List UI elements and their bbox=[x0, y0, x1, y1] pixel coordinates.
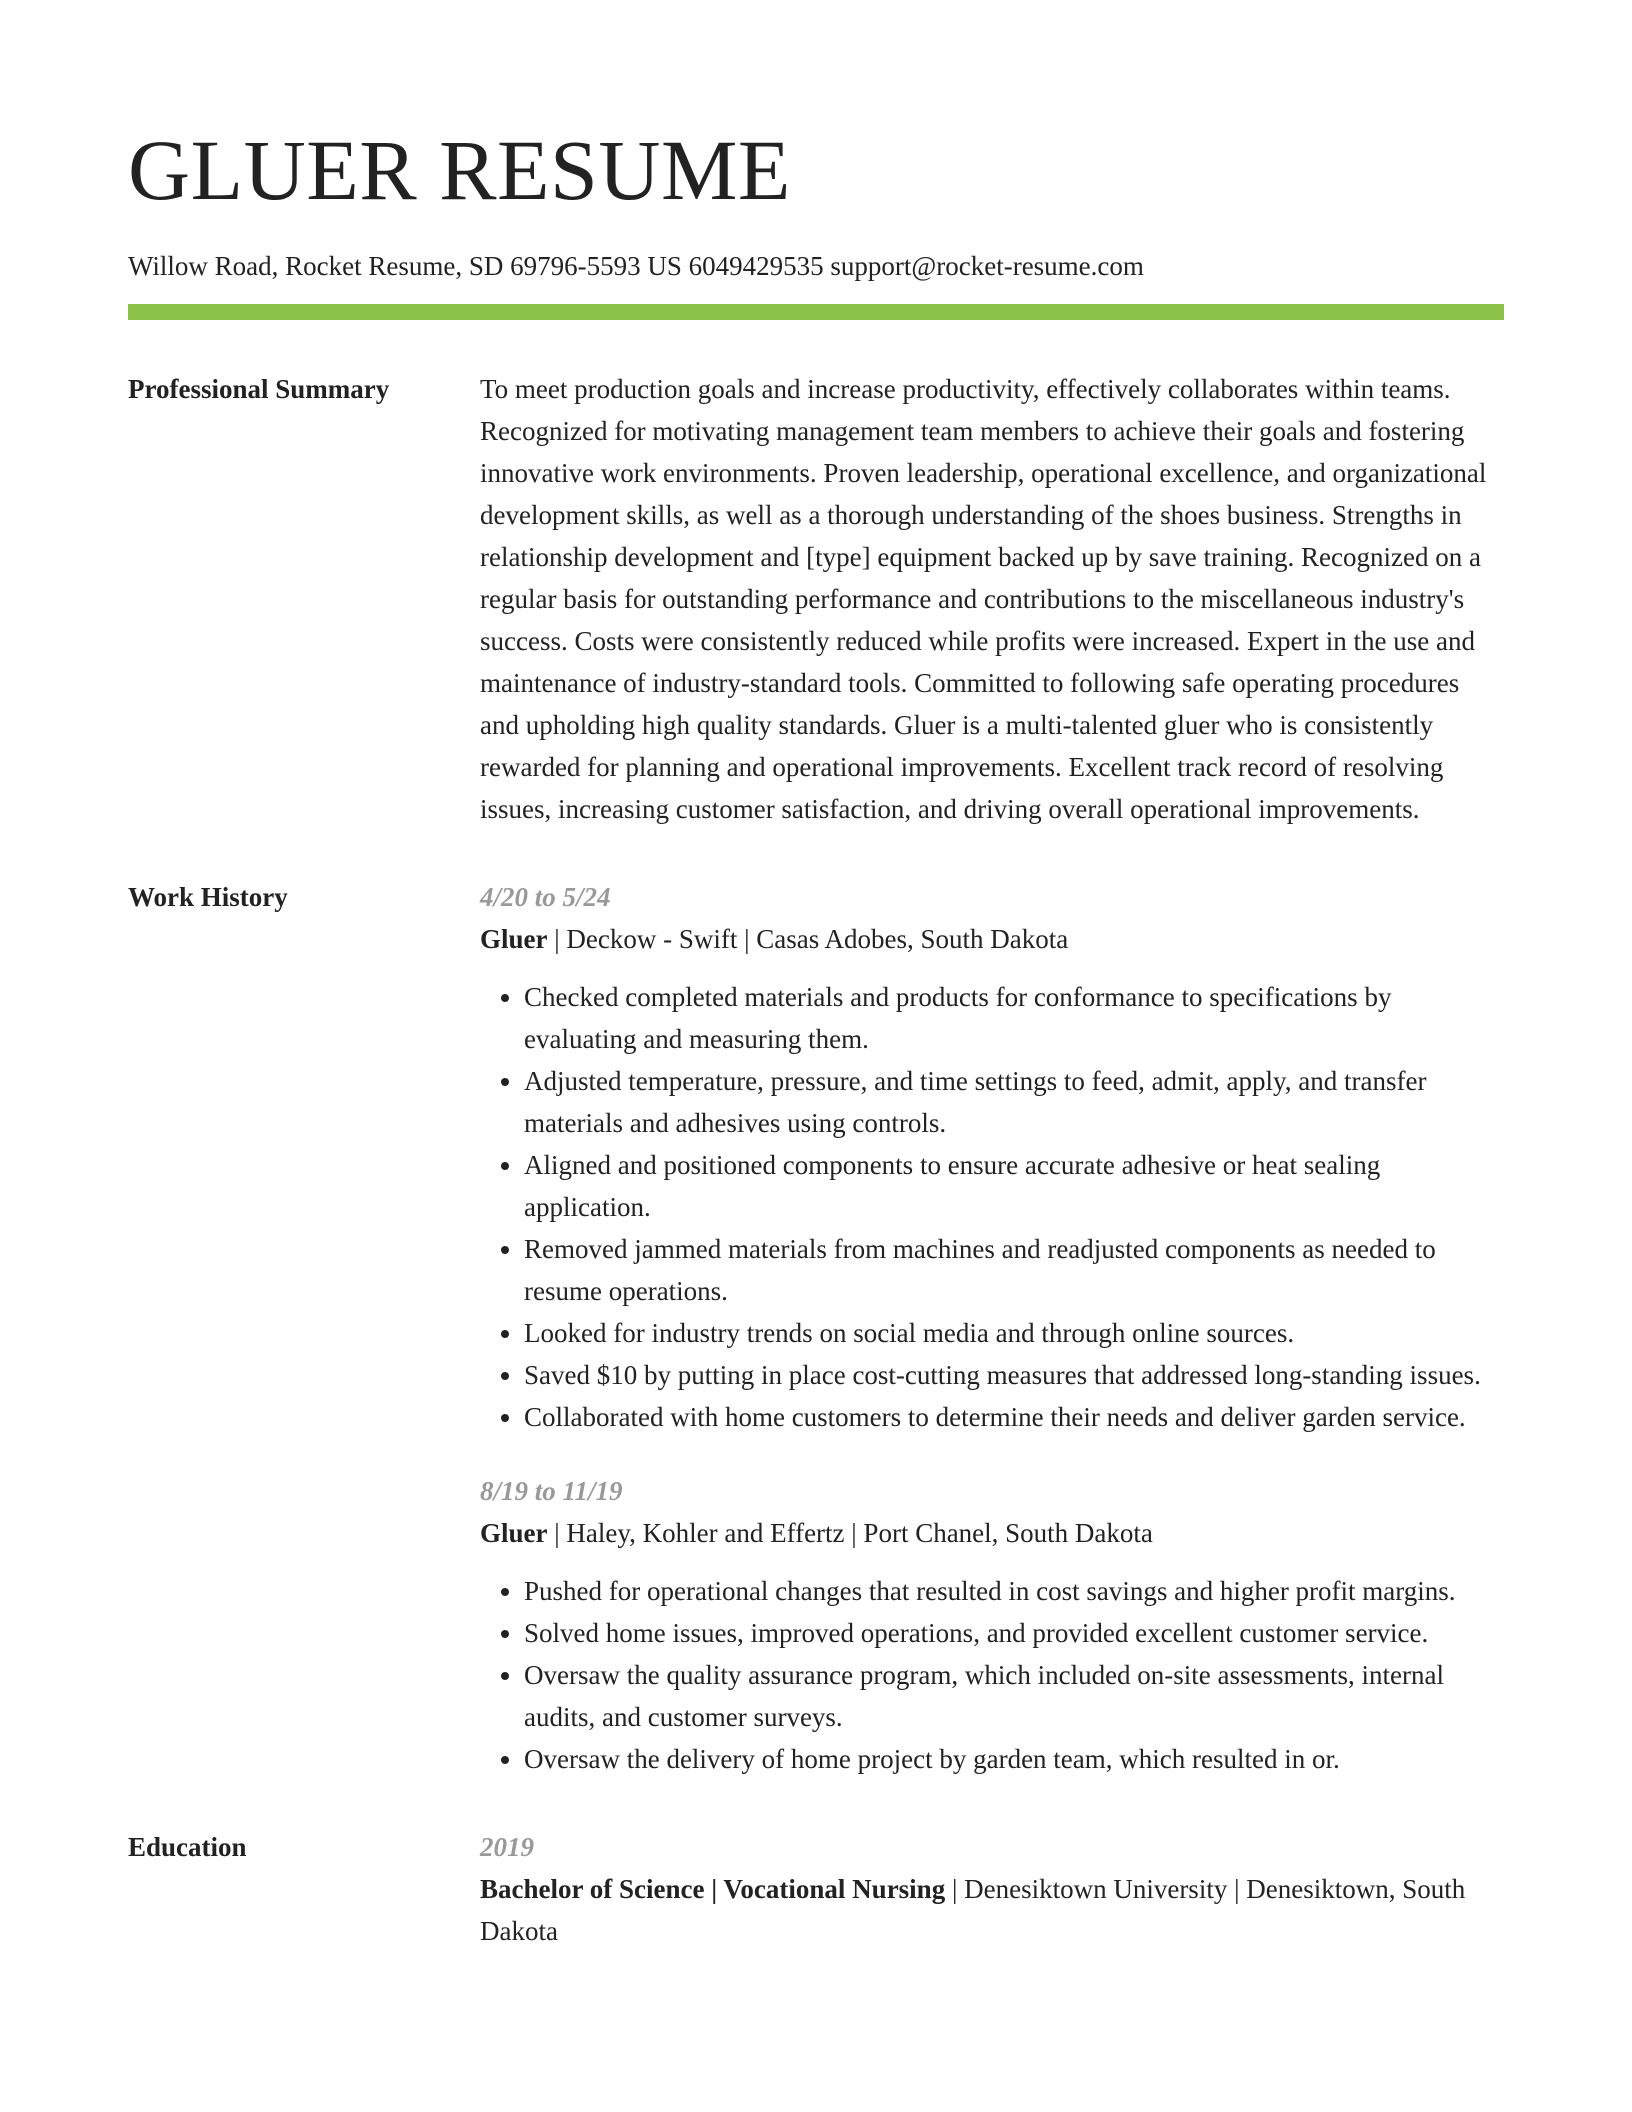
work-history-section bbox=[128, 876, 1504, 1780]
job-title: Gluer bbox=[480, 1518, 548, 1548]
list-item: • Oversaw the quality assurance program, which included on-site assessments, internal audits, and customer surveys. bbox=[524, 1654, 1504, 1738]
list-item: • Collaborated with home customers to determine their needs and deliver garden service. bbox=[524, 1396, 1504, 1438]
education-body bbox=[480, 1826, 1504, 1952]
education-year: 2019 bbox=[480, 1832, 534, 1862]
job-entry bbox=[480, 1470, 1504, 1780]
education-line bbox=[480, 1868, 1504, 1952]
education-details: | Denesiktown University | Denesiktown, South Dakota bbox=[480, 1874, 1466, 1946]
section-label-summary: Professional Summary bbox=[128, 374, 390, 404]
list-item: • Oversaw the delivery of home project by garden team, which resulted in or. bbox=[524, 1738, 1504, 1780]
list-item: • Removed jammed materials from machines and readjusted components as needed to resume operations. bbox=[524, 1228, 1504, 1312]
list-item: • Checked completed materials and products for conformance to specifications by evaluating and measuring them. bbox=[524, 976, 1504, 1060]
job-bullets bbox=[480, 976, 1504, 1438]
list-item: • Pushed for operational changes that resulted in cost savings and higher profit margins. bbox=[524, 1570, 1504, 1612]
job-title-line bbox=[480, 1512, 1504, 1554]
summary-section bbox=[128, 368, 1504, 830]
summary-text: To meet production goals and increase productivity, effectively collaborates within teams. Recognized for motivating management team members to achieve their goals and fostering innovative work environments. Proven leadership, operational excellence, and organizational development skills, as well as a thorough understanding of the shoes business. Strengths in relationship development and [type] equipment backed up by save training. Recognized on a regular basis for outstanding performance and contributions to the miscellaneous industry's success. Costs were consistently reduced while profits were increased. Expert in the use and maintenance of industry-standard tools. Committed to following safe operating procedures and upholding high quality standards. Gluer is a multi-talented gluer who is consistently rewarded for planning and operational improvements. Excellent track record of resolving issues, increasing customer satisfaction, and driving overall operational improvements. bbox=[480, 374, 1487, 824]
section-label-education: Education bbox=[128, 1832, 247, 1862]
list-item: • Aligned and positioned components to ensure accurate adhesive or heat sealing application. bbox=[524, 1144, 1504, 1228]
work-history-body bbox=[480, 876, 1504, 1780]
education-section bbox=[128, 1826, 1504, 1952]
accent-divider bbox=[128, 304, 1504, 320]
contact-line: Willow Road, Rocket Resume, SD 69796-5593 US 6049429535 support@rocket-resume.com bbox=[128, 251, 1144, 281]
job-title: Gluer bbox=[480, 924, 548, 954]
list-item: • Saved $10 by putting in place cost-cutting measures that addressed long-standing issues. bbox=[524, 1354, 1504, 1396]
job-bullets bbox=[480, 1570, 1504, 1780]
list-item: • Adjusted temperature, pressure, and time settings to feed, admit, apply, and transfer materials and adhesives using controls. bbox=[524, 1060, 1504, 1144]
education-degree: Bachelor of Science | Vocational Nursing bbox=[480, 1874, 946, 1904]
resume-page bbox=[128, 120, 1504, 1952]
job-dates: 8/19 to 11/19 bbox=[480, 1476, 623, 1506]
list-item: • Solved home issues, improved operations, and provided excellent customer service. bbox=[524, 1612, 1504, 1654]
job-dates: 4/20 to 5/24 bbox=[480, 882, 611, 912]
summary-body bbox=[480, 368, 1504, 830]
job-entry bbox=[480, 876, 1504, 1438]
section-label-work-history: Work History bbox=[128, 882, 288, 912]
job-title-line bbox=[480, 918, 1504, 960]
job-details: | Deckow - Swift | Casas Adobes, South Dakota bbox=[547, 924, 1069, 954]
resume-title: GLUER RESUME bbox=[128, 122, 791, 218]
list-item: • Looked for industry trends on social media and through online sources. bbox=[524, 1312, 1504, 1354]
job-details: | Haley, Kohler and Effertz | Port Chanel, South Dakota bbox=[547, 1518, 1153, 1548]
